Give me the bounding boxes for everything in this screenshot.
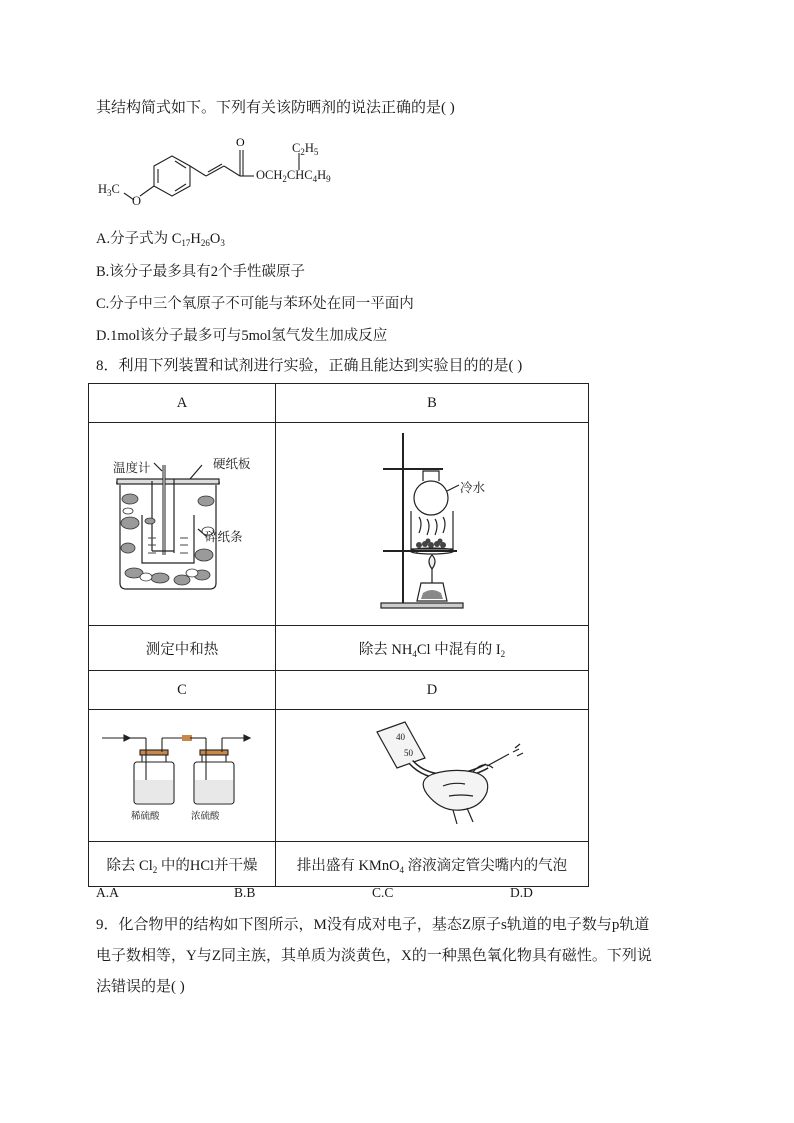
header-d: D xyxy=(276,671,589,710)
ester-chain-label: $OCH_2CHC_4H_9$ xyxy=(256,168,331,184)
sublimation-figure xyxy=(277,423,588,620)
header-b: B xyxy=(276,384,589,423)
conc-acid-label: 浓硫酸 xyxy=(191,812,220,822)
q7-option-d: D.1mol该分子最多可与5mol氢气发生加成反应 xyxy=(96,328,388,344)
q8-answer-a: A.A xyxy=(96,885,119,900)
caption-b: 除去 $NH_4Cl$ 中混有的 $I_2$ xyxy=(276,626,589,671)
methoxy-oxygen: O xyxy=(132,194,142,208)
thermometer-label: 温度计 xyxy=(113,461,151,475)
caption-d: 排出盛有 KMnO$_4$ 溶液滴定管尖嘴内的气泡 xyxy=(276,842,589,887)
mark-50-label: 50 xyxy=(404,748,413,758)
ester-oxygen: O xyxy=(236,135,245,149)
calorimeter-figure xyxy=(90,423,275,620)
q9-line-2: 电子数相等，Y与Z同主族，其单质为淡黄色，X的一种黑色氧化物具有磁性。下列说 xyxy=(96,948,652,964)
caption-a: 测定中和热 xyxy=(89,626,276,671)
q7-option-a: A.分子式为 $C_{17}H_{26}O_3$ xyxy=(96,231,225,248)
figure-d-cell xyxy=(276,710,589,842)
cold-water-label: 冷水 xyxy=(460,481,486,495)
paper-strips-label: 碎纸条 xyxy=(205,530,243,544)
q8-stem: 8．利用下列装置和试剂进行实验，正确且能达到实验目的的是( ) xyxy=(96,358,523,374)
methoxy-label: $H_3C$ xyxy=(98,182,120,198)
structural-formula xyxy=(96,128,356,218)
q8-answer-d: D.D xyxy=(510,885,533,900)
q7-intro: 其结构简式如下。下列有关该防晒剂的说法正确的是( ) xyxy=(96,100,455,116)
caption-c: 除去 $Cl_2$ 中的HCl并干燥 xyxy=(89,842,276,887)
mark-40-label: 40 xyxy=(396,732,405,742)
figure-c-cell xyxy=(89,710,276,842)
q9-line-3: 法错误的是( ) xyxy=(96,979,185,995)
dilute-acid-label: 稀硫酸 xyxy=(131,812,160,822)
burette-figure xyxy=(277,710,588,836)
q7-option-b: B.该分子最多具有2个手性碳原子 xyxy=(96,264,306,280)
ethyl-label: $C_2H_5$ xyxy=(292,141,319,157)
header-a: A xyxy=(89,384,276,423)
q8-answer-c: C.C xyxy=(372,885,394,900)
cardboard-label: 硬纸板 xyxy=(213,457,251,471)
figure-b-cell xyxy=(276,423,589,626)
q7-option-c: C.分子中三个氧原子不可能与苯环处在同一平面内 xyxy=(96,296,414,312)
experiment-table xyxy=(88,383,589,887)
q9-line-1: 9．化合物甲的结构如下图所示，M没有成对电子，基态Z原子s轨道的电子数与p轨道 xyxy=(96,917,650,933)
header-c: C xyxy=(89,671,276,710)
gas-washing-figure xyxy=(90,710,275,836)
q8-answer-b: B.B xyxy=(234,885,256,900)
figure-a-cell xyxy=(89,423,276,626)
